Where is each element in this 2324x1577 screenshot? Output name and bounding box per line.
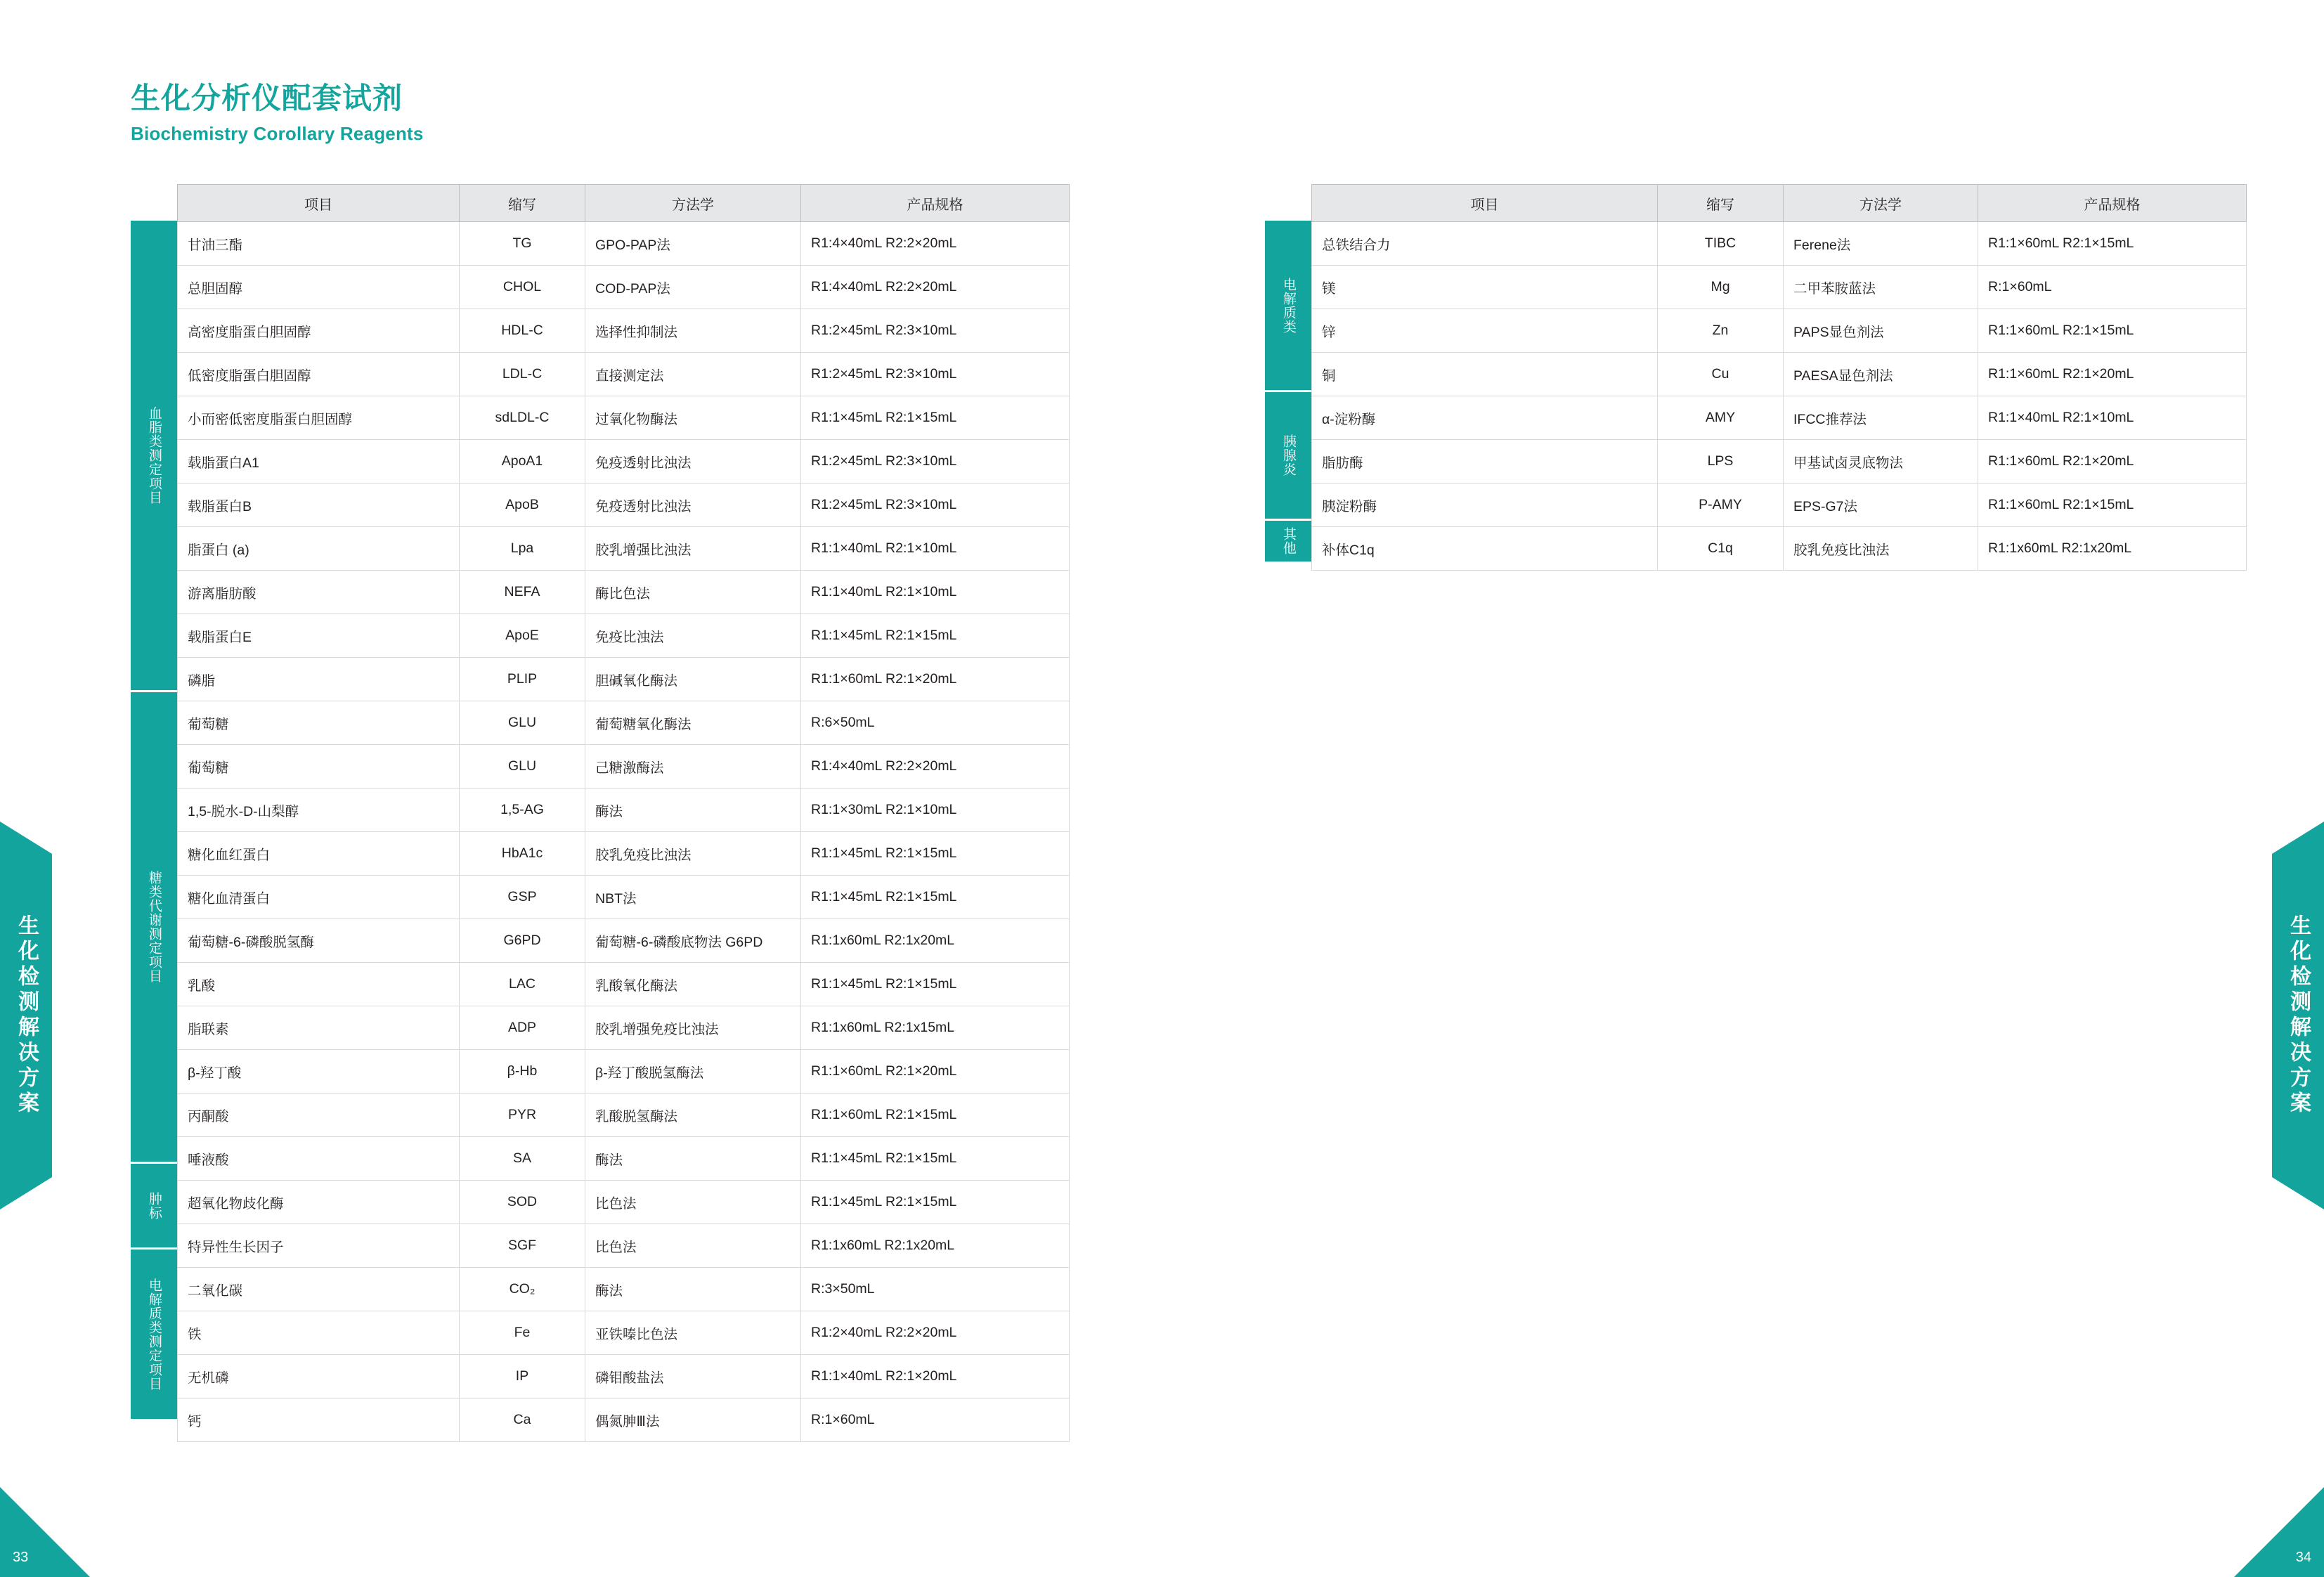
cell-specification: R:3×50mL: [801, 1268, 1070, 1311]
cell-abbreviation: GLU: [460, 745, 585, 788]
table-row: [178, 484, 1070, 527]
cell-abbreviation: P-AMY: [1658, 484, 1784, 527]
category-label-cell: [1265, 221, 1311, 390]
cell-specification: R1:1x60mL R2:1x20mL: [801, 1224, 1070, 1268]
cell-method: GPO-PAP法: [585, 222, 801, 266]
table-row: [178, 614, 1070, 658]
cell-method: 乳酸氧化酶法: [585, 963, 801, 1006]
cell-abbreviation: Lpa: [460, 527, 585, 571]
table-row: [178, 1268, 1070, 1311]
column-header-name: 项目: [1312, 185, 1658, 222]
table-row: [178, 1311, 1070, 1355]
cell-item-name: 磷脂: [178, 658, 460, 701]
category-label-cell: [131, 221, 177, 690]
cell-method: 偶氮胂Ⅲ法: [585, 1398, 801, 1442]
cell-method: 酶法: [585, 1137, 801, 1181]
table-row: [178, 1181, 1070, 1224]
cell-abbreviation: Zn: [1658, 309, 1784, 353]
cell-specification: R1:1×60mL R2:1×20mL: [801, 1050, 1070, 1093]
table-row: [178, 1398, 1070, 1442]
cell-specification: R1:1x60mL R2:1x20mL: [1978, 527, 2247, 571]
cell-item-name: 二氧化碳: [178, 1268, 460, 1311]
category-label-text: 电解质类测定项目: [146, 1278, 162, 1391]
cell-abbreviation: TIBC: [1658, 222, 1784, 266]
table-row: [1312, 266, 2247, 309]
page-header: [131, 81, 424, 145]
page-title: 生化分析仪配套试剂: [131, 82, 403, 115]
cell-abbreviation: PLIP: [460, 658, 585, 701]
cell-abbreviation: 1,5-AG: [460, 788, 585, 832]
cell-method: 亚铁嗪比色法: [585, 1311, 801, 1355]
table-row: [178, 963, 1070, 1006]
table-row: [178, 353, 1070, 396]
cell-abbreviation: AMY: [1658, 396, 1784, 440]
cell-method: 过氧化物酶法: [585, 396, 801, 440]
cell-abbreviation: LPS: [1658, 440, 1784, 484]
table-row: [178, 309, 1070, 353]
cell-item-name: 糖化血清蛋白: [178, 876, 460, 919]
cell-specification: R1:1×60mL R2:1×15mL: [801, 1093, 1070, 1137]
cell-abbreviation: β-Hb: [460, 1050, 585, 1093]
table-row: [1312, 527, 2247, 571]
cell-specification: R1:1×60mL R2:1×15mL: [1978, 309, 2247, 353]
table-row: [178, 701, 1070, 745]
column-header-name: 项目: [178, 185, 460, 222]
right-category-column: [1265, 184, 1311, 571]
left-category-header-spacer: [131, 184, 177, 221]
column-header-spec: 产品规格: [801, 185, 1070, 222]
category-label-text: 电解质类: [1280, 277, 1296, 334]
cell-method: IFCC推荐法: [1784, 396, 1978, 440]
cell-abbreviation: SA: [460, 1137, 585, 1181]
cell-method: NBT法: [585, 876, 801, 919]
cell-item-name: 总铁结合力: [1312, 222, 1658, 266]
table-row: [178, 396, 1070, 440]
cell-method: 二甲苯胺蓝法: [1784, 266, 1978, 309]
cell-item-name: 葡萄糖: [178, 701, 460, 745]
cell-abbreviation: NEFA: [460, 571, 585, 614]
cell-method: 选择性抑制法: [585, 309, 801, 353]
table-row: [1312, 440, 2247, 484]
table-row: [178, 1355, 1070, 1398]
cell-method: 酶比色法: [585, 571, 801, 614]
cell-abbreviation: C1q: [1658, 527, 1784, 571]
left-category-column: [131, 184, 177, 1442]
left-reagent-table: [177, 184, 1070, 1442]
cell-method: 胶乳增强免疫比浊法: [585, 1006, 801, 1050]
cell-specification: R1:2×45mL R2:3×10mL: [801, 353, 1070, 396]
page-number-right: 34: [2295, 1550, 2311, 1565]
table-row: [178, 832, 1070, 876]
cell-abbreviation: Ca: [460, 1398, 585, 1442]
cell-abbreviation: ApoB: [460, 484, 585, 527]
cell-method: 酶法: [585, 788, 801, 832]
category-label-text: 糖类代谢测定项目: [146, 871, 162, 983]
column-header-method: 方法学: [1784, 185, 1978, 222]
right-ribbon-text: 生化检测解决方案: [2287, 914, 2310, 1117]
column-header-abbr: 缩写: [460, 185, 585, 222]
cell-specification: R1:1×30mL R2:1×10mL: [801, 788, 1070, 832]
cell-abbreviation: HDL-C: [460, 309, 585, 353]
cell-item-name: 载脂蛋白E: [178, 614, 460, 658]
page-subtitle: Biochemistry Corollary Reagents: [131, 123, 424, 145]
cell-item-name: 糖化血红蛋白: [178, 832, 460, 876]
left-table-header-row: [178, 185, 1070, 222]
cell-specification: R1:1x60mL R2:1x20mL: [801, 919, 1070, 963]
cell-specification: R:1×60mL: [1978, 266, 2247, 309]
cell-item-name: 载脂蛋白A1: [178, 440, 460, 484]
category-label-cell: [131, 1250, 177, 1419]
cell-specification: R1:2×45mL R2:3×10mL: [801, 484, 1070, 527]
right-table-header-row: [1312, 185, 2247, 222]
cell-item-name: 锌: [1312, 309, 1658, 353]
cell-abbreviation: Fe: [460, 1311, 585, 1355]
cell-specification: R1:1×45mL R2:1×15mL: [801, 396, 1070, 440]
cell-specification: R1:4×40mL R2:2×20mL: [801, 222, 1070, 266]
column-header-method: 方法学: [585, 185, 801, 222]
cell-item-name: 钙: [178, 1398, 460, 1442]
cell-method: 免疫透射比浊法: [585, 440, 801, 484]
left-ribbon-text: 生化检测解决方案: [15, 914, 38, 1117]
cell-item-name: 补体C1q: [1312, 527, 1658, 571]
cell-method: 葡萄糖氧化酶法: [585, 701, 801, 745]
cell-method: 磷钼酸盐法: [585, 1355, 801, 1398]
cell-item-name: 脂蛋白 (a): [178, 527, 460, 571]
cell-specification: R1:2×45mL R2:3×10mL: [801, 440, 1070, 484]
cell-item-name: 脂联素: [178, 1006, 460, 1050]
cell-abbreviation: Cu: [1658, 353, 1784, 396]
category-label-cell: [131, 692, 177, 1162]
category-label-text: 其他: [1280, 527, 1296, 555]
cell-specification: R1:1×60mL R2:1×20mL: [1978, 353, 2247, 396]
cell-item-name: 无机磷: [178, 1355, 460, 1398]
page-number-left: 33: [13, 1550, 29, 1565]
right-reagent-table: [1311, 184, 2247, 571]
table-row: [178, 788, 1070, 832]
column-header-abbr: 缩写: [1658, 185, 1784, 222]
cell-specification: R1:1×60mL R2:1×20mL: [801, 658, 1070, 701]
cell-specification: R1:4×40mL R2:2×20mL: [801, 745, 1070, 788]
cell-abbreviation: ApoE: [460, 614, 585, 658]
cell-specification: R1:1×40mL R2:1×20mL: [801, 1355, 1070, 1398]
cell-method: Ferene法: [1784, 222, 1978, 266]
column-header-spec: 产品规格: [1978, 185, 2247, 222]
cell-method: 胶乳免疫比浊法: [1784, 527, 1978, 571]
right-category-header-spacer: [1265, 184, 1311, 221]
cell-item-name: 游离脂肪酸: [178, 571, 460, 614]
table-row: [178, 745, 1070, 788]
table-row: [178, 658, 1070, 701]
cell-specification: R1:1×45mL R2:1×15mL: [801, 1137, 1070, 1181]
cell-specification: R1:1×40mL R2:1×10mL: [1978, 396, 2247, 440]
cell-specification: R1:1×45mL R2:1×15mL: [801, 1181, 1070, 1224]
cell-item-name: 超氧化物歧化酶: [178, 1181, 460, 1224]
category-label-cell: [131, 1164, 177, 1247]
cell-specification: R1:1×45mL R2:1×15mL: [801, 876, 1070, 919]
table-row: [178, 1006, 1070, 1050]
cell-method: 酶法: [585, 1268, 801, 1311]
cell-abbreviation: CO₂: [460, 1268, 585, 1311]
cell-method: EPS-G7法: [1784, 484, 1978, 527]
cell-specification: R1:1×60mL R2:1×20mL: [1978, 440, 2247, 484]
cell-item-name: 葡萄糖: [178, 745, 460, 788]
cell-method: 直接测定法: [585, 353, 801, 396]
cell-method: 免疫透射比浊法: [585, 484, 801, 527]
cell-specification: R1:4×40mL R2:2×20mL: [801, 266, 1070, 309]
cell-method: 胶乳免疫比浊法: [585, 832, 801, 876]
left-edge-ribbon: [0, 854, 52, 1177]
cell-abbreviation: Mg: [1658, 266, 1784, 309]
right-edge-ribbon: [2272, 854, 2324, 1177]
cell-abbreviation: GSP: [460, 876, 585, 919]
cell-method: β-羟丁酸脱氢酶法: [585, 1050, 801, 1093]
table-row: [178, 440, 1070, 484]
cell-specification: R1:1x60mL R2:1x15mL: [801, 1006, 1070, 1050]
cell-abbreviation: ADP: [460, 1006, 585, 1050]
cell-item-name: 载脂蛋白B: [178, 484, 460, 527]
table-row: [178, 222, 1070, 266]
cell-item-name: 高密度脂蛋白胆固醇: [178, 309, 460, 353]
table-row: [178, 266, 1070, 309]
cell-specification: R1:2×45mL R2:3×10mL: [801, 309, 1070, 353]
cell-item-name: 葡萄糖-6-磷酸脱氢酶: [178, 919, 460, 963]
cell-item-name: 小而密低密度脂蛋白胆固醇: [178, 396, 460, 440]
cell-method: 比色法: [585, 1181, 801, 1224]
table-row: [178, 1224, 1070, 1268]
cell-method: 葡萄糖-6-磷酸底物法 G6PD: [585, 919, 801, 963]
category-label-text: 胰腺炎: [1280, 434, 1296, 476]
cell-specification: R:6×50mL: [801, 701, 1070, 745]
table-row: [1312, 353, 2247, 396]
cell-abbreviation: PYR: [460, 1093, 585, 1137]
cell-item-name: 唾液酸: [178, 1137, 460, 1181]
cell-item-name: 脂肪酶: [1312, 440, 1658, 484]
cell-specification: R:1×60mL: [801, 1398, 1070, 1442]
cell-item-name: 乳酸: [178, 963, 460, 1006]
table-row: [178, 876, 1070, 919]
table-row: [178, 527, 1070, 571]
cell-specification: R1:1×40mL R2:1×10mL: [801, 571, 1070, 614]
cell-specification: R1:1×40mL R2:1×10mL: [801, 527, 1070, 571]
left-reagent-table-block: [131, 184, 1070, 1442]
category-label-cell: [1265, 392, 1311, 519]
cell-item-name: 胰淀粉酶: [1312, 484, 1658, 527]
cell-specification: R1:1×45mL R2:1×15mL: [801, 614, 1070, 658]
cell-method: 胆碱氧化酶法: [585, 658, 801, 701]
table-row: [1312, 396, 2247, 440]
right-reagent-table-block: [1265, 184, 2247, 571]
cell-abbreviation: SGF: [460, 1224, 585, 1268]
table-row: [178, 1137, 1070, 1181]
cell-specification: R1:1×60mL R2:1×15mL: [1978, 222, 2247, 266]
table-row: [1312, 484, 2247, 527]
table-row: [178, 571, 1070, 614]
category-label-cell: [1265, 521, 1311, 562]
left-table-body: [178, 222, 1070, 1442]
table-row: [178, 1093, 1070, 1137]
cell-method: 己糖激酶法: [585, 745, 801, 788]
cell-abbreviation: SOD: [460, 1181, 585, 1224]
cell-item-name: 特异性生长因子: [178, 1224, 460, 1268]
cell-item-name: α-淀粉酶: [1312, 396, 1658, 440]
cell-item-name: 1,5-脱水-D-山梨醇: [178, 788, 460, 832]
cell-method: 乳酸脱氢酶法: [585, 1093, 801, 1137]
cell-item-name: 低密度脂蛋白胆固醇: [178, 353, 460, 396]
table-row: [178, 919, 1070, 963]
cell-abbreviation: sdLDL-C: [460, 396, 585, 440]
cell-specification: R1:1×45mL R2:1×15mL: [801, 832, 1070, 876]
cell-abbreviation: IP: [460, 1355, 585, 1398]
cell-specification: R1:2×40mL R2:2×20mL: [801, 1311, 1070, 1355]
cell-item-name: β-羟丁酸: [178, 1050, 460, 1093]
cell-abbreviation: GLU: [460, 701, 585, 745]
cell-method: 免疫比浊法: [585, 614, 801, 658]
cell-item-name: 丙酮酸: [178, 1093, 460, 1137]
cell-abbreviation: LDL-C: [460, 353, 585, 396]
cell-method: 甲基试卤灵底物法: [1784, 440, 1978, 484]
cell-method: 比色法: [585, 1224, 801, 1268]
category-label-text: 血脂类测定项目: [146, 406, 162, 505]
cell-item-name: 总胆固醇: [178, 266, 460, 309]
cell-item-name: 镁: [1312, 266, 1658, 309]
cell-abbreviation: LAC: [460, 963, 585, 1006]
cell-abbreviation: TG: [460, 222, 585, 266]
cell-abbreviation: ApoA1: [460, 440, 585, 484]
cell-abbreviation: HbA1c: [460, 832, 585, 876]
cell-abbreviation: G6PD: [460, 919, 585, 963]
category-label-text: 肿标: [146, 1191, 162, 1220]
cell-item-name: 甘油三酯: [178, 222, 460, 266]
cell-abbreviation: CHOL: [460, 266, 585, 309]
cell-method: 胶乳增强比浊法: [585, 527, 801, 571]
cell-item-name: 铁: [178, 1311, 460, 1355]
cell-specification: R1:1×60mL R2:1×15mL: [1978, 484, 2247, 527]
cell-method: PAPS显色剂法: [1784, 309, 1978, 353]
cell-specification: R1:1×45mL R2:1×15mL: [801, 963, 1070, 1006]
cell-item-name: 铜: [1312, 353, 1658, 396]
cell-method: COD-PAP法: [585, 266, 801, 309]
right-table-body: [1312, 222, 2247, 571]
table-row: [178, 1050, 1070, 1093]
cell-method: PAESA显色剂法: [1784, 353, 1978, 396]
table-row: [1312, 309, 2247, 353]
table-row: [1312, 222, 2247, 266]
